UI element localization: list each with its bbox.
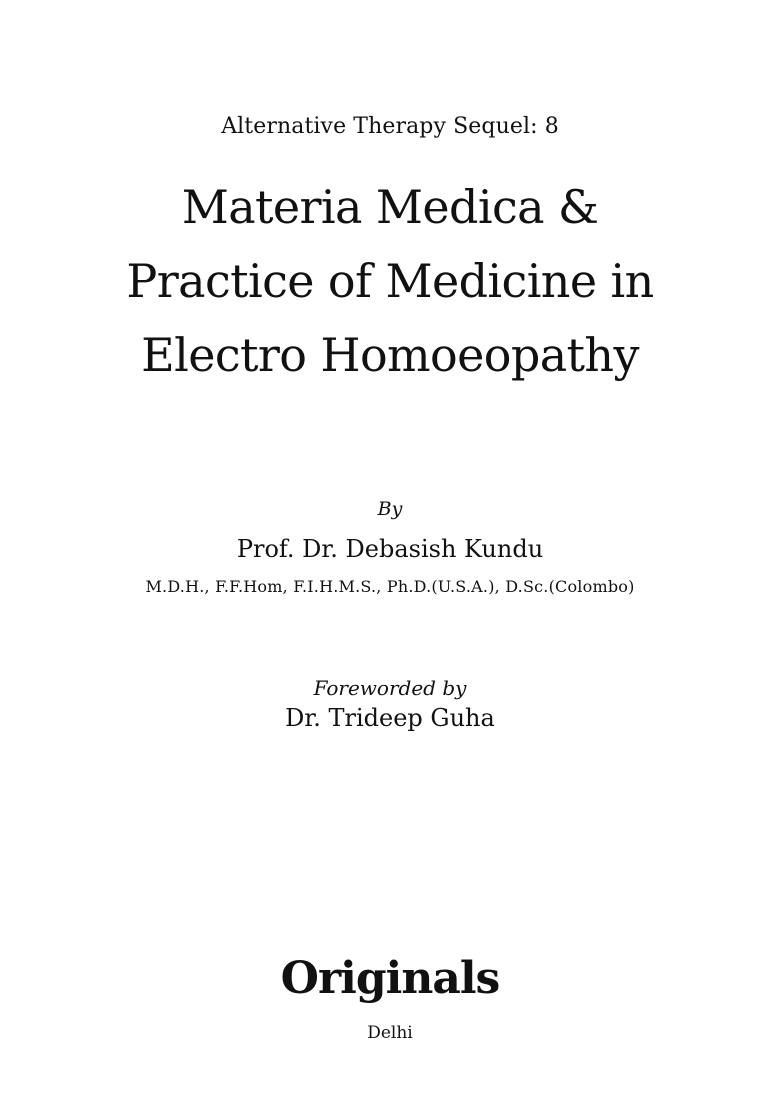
foreword-label: Foreworded by: [313, 676, 467, 700]
book-title: [0, 170, 780, 392]
title-line-3: Electro Homoeopathy: [141, 328, 639, 382]
by-label: By: [377, 498, 403, 520]
publisher-name: Originals: [280, 953, 500, 1004]
author-name: Prof. Dr. Debasish Kundu: [236, 535, 544, 563]
title-line-1: Materia Medica &: [181, 180, 599, 234]
series-line: Alternative Therapy Sequel: 8: [221, 114, 559, 139]
author-credentials: M.D.H., F.F.Hom, F.I.H.M.S., Ph.D.(U.S.A.), D.Sc.(Colombo): [145, 577, 635, 596]
foreword-author-name: Dr. Trideep Guha: [285, 704, 495, 732]
title-line-2: Practice of Medicine in: [126, 254, 654, 308]
publisher-city: Delhi: [367, 1023, 413, 1043]
